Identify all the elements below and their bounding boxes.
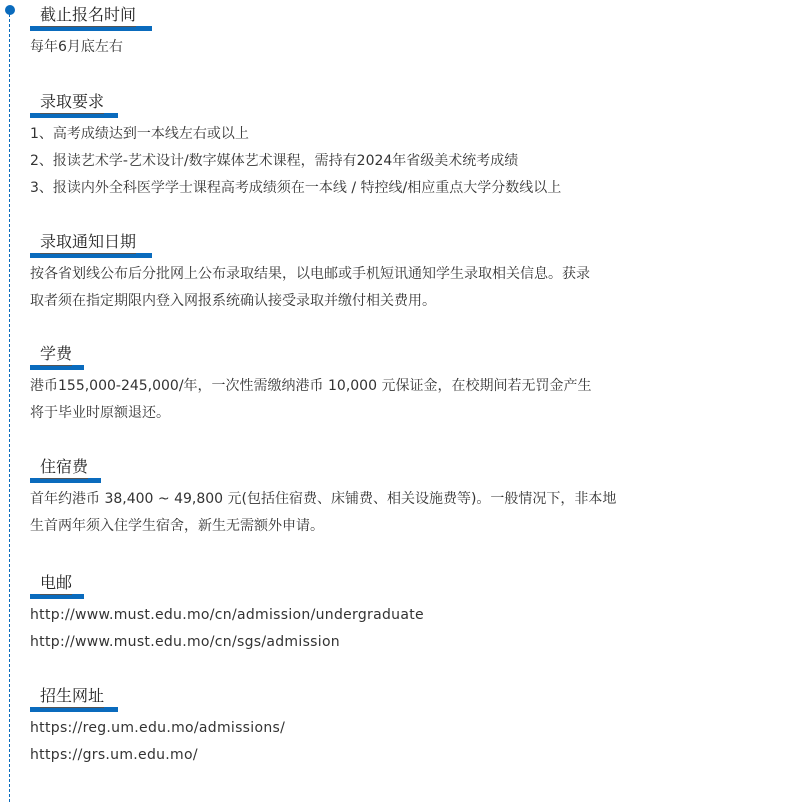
body-line: 港币155,000-245,000/年，一次性需缴纳港币 10,000 元保证金，在校期间若无罚金产生 <box>30 378 592 394</box>
heading-text: 截止报名时间 <box>40 5 137 24</box>
section-heading <box>30 456 88 486</box>
section-deadline <box>30 4 690 61</box>
section-tuition <box>30 343 690 427</box>
section-heading <box>30 231 136 261</box>
timeline-line <box>9 14 10 802</box>
section-heading <box>30 572 72 602</box>
heading-underline <box>40 365 72 366</box>
body-line: 将于毕业时原额退还。 <box>30 405 170 421</box>
timeline-dot <box>5 5 15 15</box>
body-line: 按各省划线公布后分批网上公布录取结果，以电邮或手机短讯通知学生录取相关信息。获录 <box>30 266 590 282</box>
body-line: 1、高考成绩达到一本线左右或以上 <box>30 126 249 142</box>
section-email <box>30 572 690 656</box>
section-admission-requirements <box>30 91 690 202</box>
heading-underline <box>40 26 136 27</box>
section-notification-date <box>30 231 690 315</box>
heading-text: 录取通知日期 <box>40 232 137 251</box>
section-heading <box>30 4 136 34</box>
body-line: 取者须在指定期限内登入网报系统确认接受录取并缴付相关费用。 <box>30 293 436 309</box>
heading-text: 电邮 <box>40 573 73 592</box>
section-heading <box>30 685 104 715</box>
heading-underline <box>40 253 136 254</box>
section-admission-website <box>30 685 690 769</box>
body-line: 2、报读艺术学-艺术设计/数字媒体艺术课程，需持有2024年省级美术统考成绩 <box>30 153 519 169</box>
body-line: 首年约港币 38,400 ~ 49,800 元(包括住宿费、床铺费、相关设施费等)。一般情况下，非本地 <box>30 491 617 507</box>
email-link[interactable]: http://www.must.edu.mo/cn/sgs/admission <box>30 634 340 650</box>
body-line: 生首两年须入住学生宿舍，新生无需额外申请。 <box>30 518 324 534</box>
heading-text: 招生网址 <box>40 686 105 705</box>
heading-text: 学费 <box>40 344 73 363</box>
body-line: 3、报读内外全科医学学士课程高考成绩须在一本线 / 特控线/相应重点大学分数线以上 <box>30 180 562 196</box>
email-link[interactable]: http://www.must.edu.mo/cn/admission/undergraduate <box>30 607 424 623</box>
section-heading <box>30 343 72 373</box>
heading-text: 住宿费 <box>40 457 89 476</box>
website-link[interactable]: https://grs.um.edu.mo/ <box>30 747 198 763</box>
heading-underline <box>40 478 88 479</box>
heading-underline <box>40 113 104 114</box>
section-heading <box>30 91 104 121</box>
heading-text: 录取要求 <box>40 92 105 111</box>
heading-underline <box>40 707 104 708</box>
website-link[interactable]: https://reg.um.edu.mo/admissions/ <box>30 720 286 736</box>
section-accommodation <box>30 456 690 540</box>
body-line: 每年6月底左右 <box>30 39 123 55</box>
heading-underline <box>40 594 72 595</box>
